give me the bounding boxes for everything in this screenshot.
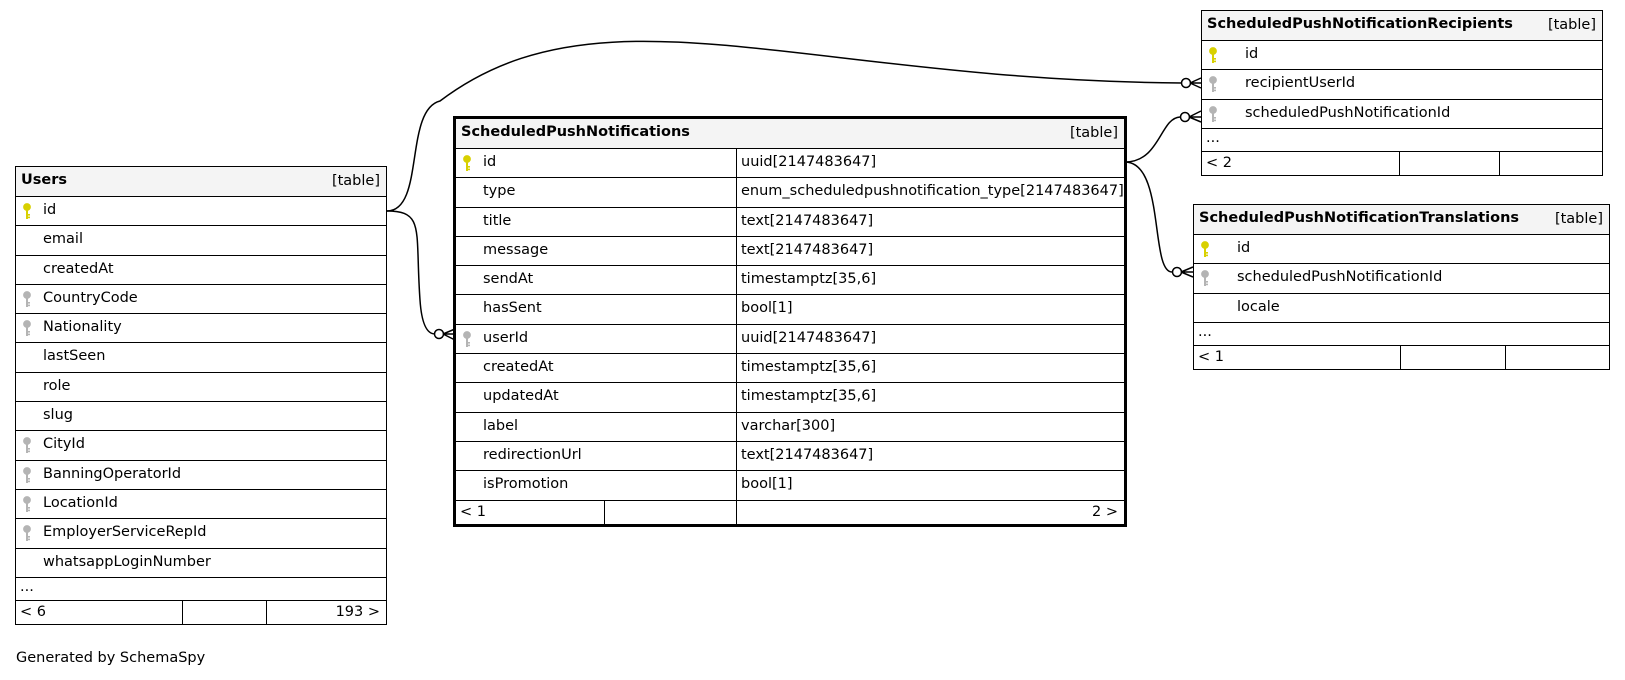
foreign-key-icon [22, 467, 32, 484]
foreign-key-icon [1208, 76, 1218, 93]
column-type: bool[1] [736, 471, 793, 499]
column-type: text[2147483647] [736, 237, 873, 265]
column-row[interactable] [16, 284, 386, 313]
column-type: text[2147483647] [736, 442, 873, 470]
column-type: timestamptz[35,6] [736, 354, 876, 382]
table-kind: [table] [1547, 17, 1596, 33]
column-row[interactable] [1194, 263, 1609, 292]
foreign-key-icon [1200, 270, 1210, 287]
more-columns[interactable]: ... [16, 577, 386, 600]
column-name: id [1245, 46, 1259, 62]
column-row[interactable] [456, 470, 1124, 499]
column-list [16, 196, 386, 577]
foreign-key-icon [22, 291, 32, 308]
primary-key-icon [1200, 241, 1210, 258]
table-name: ScheduledPushNotifications [461, 124, 690, 140]
column-name: role [43, 377, 71, 394]
table-scheduled-push-notification-recipients[interactable] [1201, 10, 1603, 176]
column-row[interactable] [16, 518, 386, 547]
table-nav [1194, 345, 1609, 369]
generator-credit: Generated by SchemaSpy [16, 650, 206, 666]
table-scheduled-push-notification-translations[interactable] [1193, 204, 1610, 370]
column-row[interactable] [1202, 99, 1602, 128]
column-row[interactable] [16, 372, 386, 401]
column-row[interactable] [456, 382, 1124, 411]
column-name: email [43, 231, 83, 248]
more-columns[interactable]: ... [1194, 322, 1609, 345]
column-name: title [483, 212, 512, 229]
column-name: recipientUserId [1245, 75, 1356, 92]
column-name: isPromotion [483, 476, 569, 493]
column-row[interactable] [456, 207, 1124, 236]
column-name: id [1237, 240, 1251, 256]
column-row[interactable] [16, 401, 386, 430]
column-name: message [483, 241, 549, 258]
column-name: hasSent [483, 300, 542, 317]
column-row[interactable] [1194, 234, 1609, 263]
column-type: text[2147483647] [736, 208, 873, 236]
column-name: scheduledPushNotificationId [1237, 269, 1443, 286]
column-row[interactable] [16, 255, 386, 284]
foreign-key-icon [22, 525, 32, 542]
column-name: whatsappLoginNumber [43, 553, 211, 570]
table-users[interactable] [15, 166, 387, 625]
column-name: createdAt [43, 260, 114, 277]
column-name: BanningOperatorId [43, 465, 182, 482]
parents-count[interactable]: < 1 [460, 503, 486, 520]
column-name: LocationId [43, 494, 118, 511]
column-name: Nationality [43, 319, 122, 336]
column-list [1202, 40, 1602, 128]
column-type: uuid[2147483647] [736, 149, 876, 177]
parents-count[interactable]: < 1 [1198, 348, 1224, 365]
column-row[interactable] [1202, 40, 1602, 69]
column-row[interactable] [456, 441, 1124, 470]
column-row[interactable] [456, 148, 1124, 177]
column-name: id [43, 202, 57, 218]
column-name: sendAt [483, 271, 534, 288]
table-header [16, 167, 386, 196]
table-name: Users [21, 172, 68, 188]
column-row[interactable] [456, 412, 1124, 441]
column-row[interactable] [16, 489, 386, 518]
column-list [1194, 234, 1609, 322]
edge-users-spn [387, 211, 455, 340]
column-row[interactable] [16, 342, 386, 371]
column-row[interactable] [456, 324, 1124, 353]
table-nav [456, 500, 1124, 524]
table-name: ScheduledPushNotificationRecipients [1207, 16, 1513, 32]
column-type: bool[1] [736, 295, 793, 323]
column-row[interactable] [456, 236, 1124, 265]
column-name: userId [483, 329, 529, 346]
column-row[interactable] [456, 294, 1124, 323]
table-nav [16, 600, 386, 624]
table-scheduled-push-notifications[interactable] [453, 116, 1127, 527]
column-row[interactable] [456, 177, 1124, 206]
column-row[interactable] [1202, 69, 1602, 98]
column-name: slug [43, 407, 73, 424]
column-name: EmployerServiceRepId [43, 524, 207, 541]
foreign-key-icon [22, 320, 32, 337]
column-list [456, 148, 1124, 500]
foreign-key-icon [22, 437, 32, 454]
foreign-key-icon [462, 331, 472, 348]
children-count[interactable]: 193 > [335, 603, 380, 620]
column-row[interactable] [456, 353, 1124, 382]
children-count[interactable]: 2 > [1092, 503, 1118, 520]
foreign-key-icon [22, 496, 32, 513]
primary-key-icon [462, 155, 472, 172]
column-name: label [483, 417, 519, 434]
column-name: locale [1237, 298, 1280, 315]
table-kind: [table] [1069, 125, 1118, 141]
more-columns[interactable]: ... [1202, 128, 1602, 151]
table-header [1202, 11, 1602, 40]
parents-count[interactable]: < 2 [1206, 154, 1232, 171]
table-nav [1202, 151, 1602, 175]
column-name: lastSeen [43, 348, 106, 365]
primary-key-icon [22, 203, 32, 220]
column-row[interactable] [16, 548, 386, 577]
column-name: scheduledPushNotificationId [1245, 104, 1451, 121]
column-row[interactable] [16, 313, 386, 342]
table-header [1194, 205, 1609, 234]
column-row[interactable] [16, 430, 386, 459]
column-name: redirectionUrl [483, 446, 582, 463]
column-row[interactable] [1194, 293, 1609, 322]
column-type: enum_scheduledpushnotification_type[2147483647] [736, 178, 1124, 206]
column-type: varchar[300] [736, 413, 835, 441]
edge-spn-translations [1125, 162, 1193, 277]
table-name: ScheduledPushNotificationTranslations [1199, 210, 1520, 226]
column-row[interactable] [16, 196, 386, 225]
column-row[interactable] [16, 225, 386, 254]
column-type: timestamptz[35,6] [736, 266, 876, 294]
primary-key-icon [1208, 47, 1218, 64]
column-row[interactable] [16, 460, 386, 489]
parents-count[interactable]: < 6 [20, 603, 46, 620]
table-kind: [table] [1554, 211, 1603, 227]
table-header [456, 119, 1124, 148]
column-type: uuid[2147483647] [736, 325, 876, 353]
column-row[interactable] [456, 265, 1124, 294]
column-name: type [483, 183, 516, 200]
column-name: id [483, 154, 497, 170]
table-kind: [table] [331, 173, 380, 189]
column-type: timestamptz[35,6] [736, 383, 876, 411]
foreign-key-icon [1208, 106, 1218, 123]
column-name: createdAt [483, 359, 554, 376]
column-name: CityId [43, 436, 85, 453]
column-name: CountryCode [43, 289, 138, 306]
column-name: updatedAt [483, 388, 559, 405]
edge-spn-recipients [1125, 111, 1201, 162]
